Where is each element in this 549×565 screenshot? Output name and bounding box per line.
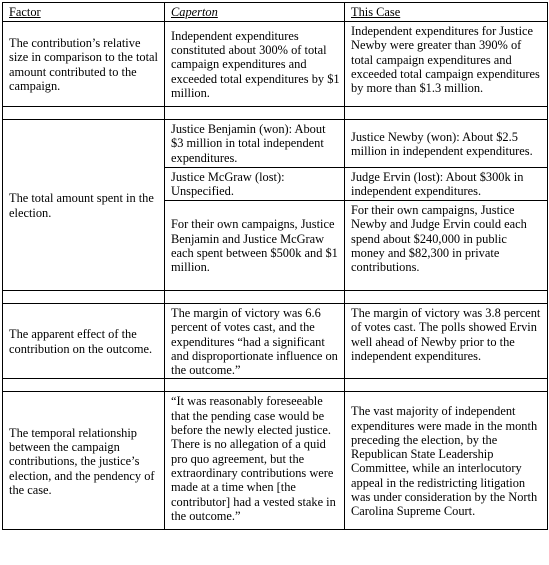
row-temporal-relationship [3,392,548,530]
spacer-cell [3,291,165,304]
spacer-cell [165,291,345,304]
this-case-newby: Justice Newby (won): About $2.5 million in independent expenditures. [345,120,548,168]
caperton-apparent-effect: The margin of victory was 6.6 percent of votes cast, and the expenditures “had a significant and disproportionate influence on the outcome.” [165,304,345,379]
comparison-table [2,2,548,530]
spacer-cell [3,107,165,120]
spacer-cell [345,291,548,304]
this-case-ervin: Judge Ervin (lost): About $300k in independent expenditures. [345,168,548,201]
this-case-apparent-effect: The margin of victory was 3.8 percent of votes cast. The polls showed Ervin well ahead of Newby prior to the independent expenditures. [345,304,548,379]
header-caperton: Caperton [165,3,345,22]
spacer-cell [345,379,548,392]
factor-total-spent: The total amount spent in the election. [3,120,165,291]
header-factor: Factor [3,3,165,22]
caperton-own-campaigns: For their own campaigns, Justice Benjamin and Justice McGraw each spent between $500k and $1 million. [165,201,345,291]
spacer-cell [345,107,548,120]
header-this-case: This Case [345,3,548,22]
spacer-row [3,107,548,120]
row-relative-size [3,22,548,107]
factor-temporal-relationship: The temporal relationship between the campaign contributions, the justice’s election, and the pendency of the case. [3,392,165,530]
spacer-row [3,379,548,392]
header-row [3,3,548,22]
caperton-relative-size: Independent expenditures constituted about 300% of total campaign expenditures and exceeded total expenditures by $1 million. [165,22,345,107]
factor-relative-size: The contribution’s relative size in comparison to the total amount contributed to the campaign. [3,22,165,107]
spacer-row [3,291,548,304]
spacer-cell [165,107,345,120]
row-total-spent-a [3,120,548,168]
caperton-mcgraw: Justice McGraw (lost): Unspecified. [165,168,345,201]
this-case-own-campaigns: For their own campaigns, Justice Newby and Judge Ervin could each spend about $240,000 in public money and $82,300 in private contributions. [345,201,548,291]
spacer-cell [165,379,345,392]
this-case-temporal-relationship: The vast majority of independent expenditures were made in the month preceding the election, by the Republican State Leadership Committee, while an interlocutory appeal in the redistricting litigation was under consideration by the North Carolina Supreme Court. [345,392,548,530]
row-apparent-effect [3,304,548,379]
spacer-cell [3,379,165,392]
caperton-benjamin: Justice Benjamin (won): About $3 million in total independent expenditures. [165,120,345,168]
factor-apparent-effect: The apparent effect of the contribution on the outcome. [3,304,165,379]
caperton-temporal-relationship: “It was reasonably foreseeable that the pending case would be before the newly elected justice. There is no allegation of a quid pro quo agreement, but the extraordinary contributions were made at a time when [the contributor] had a vested stake in the outcome.” [165,392,345,530]
this-case-relative-size: Independent expenditures for Justice Newby were greater than 390% of total campaign expenditures and exceeded total campaign expenditures by more than $1.3 million. [345,22,548,107]
